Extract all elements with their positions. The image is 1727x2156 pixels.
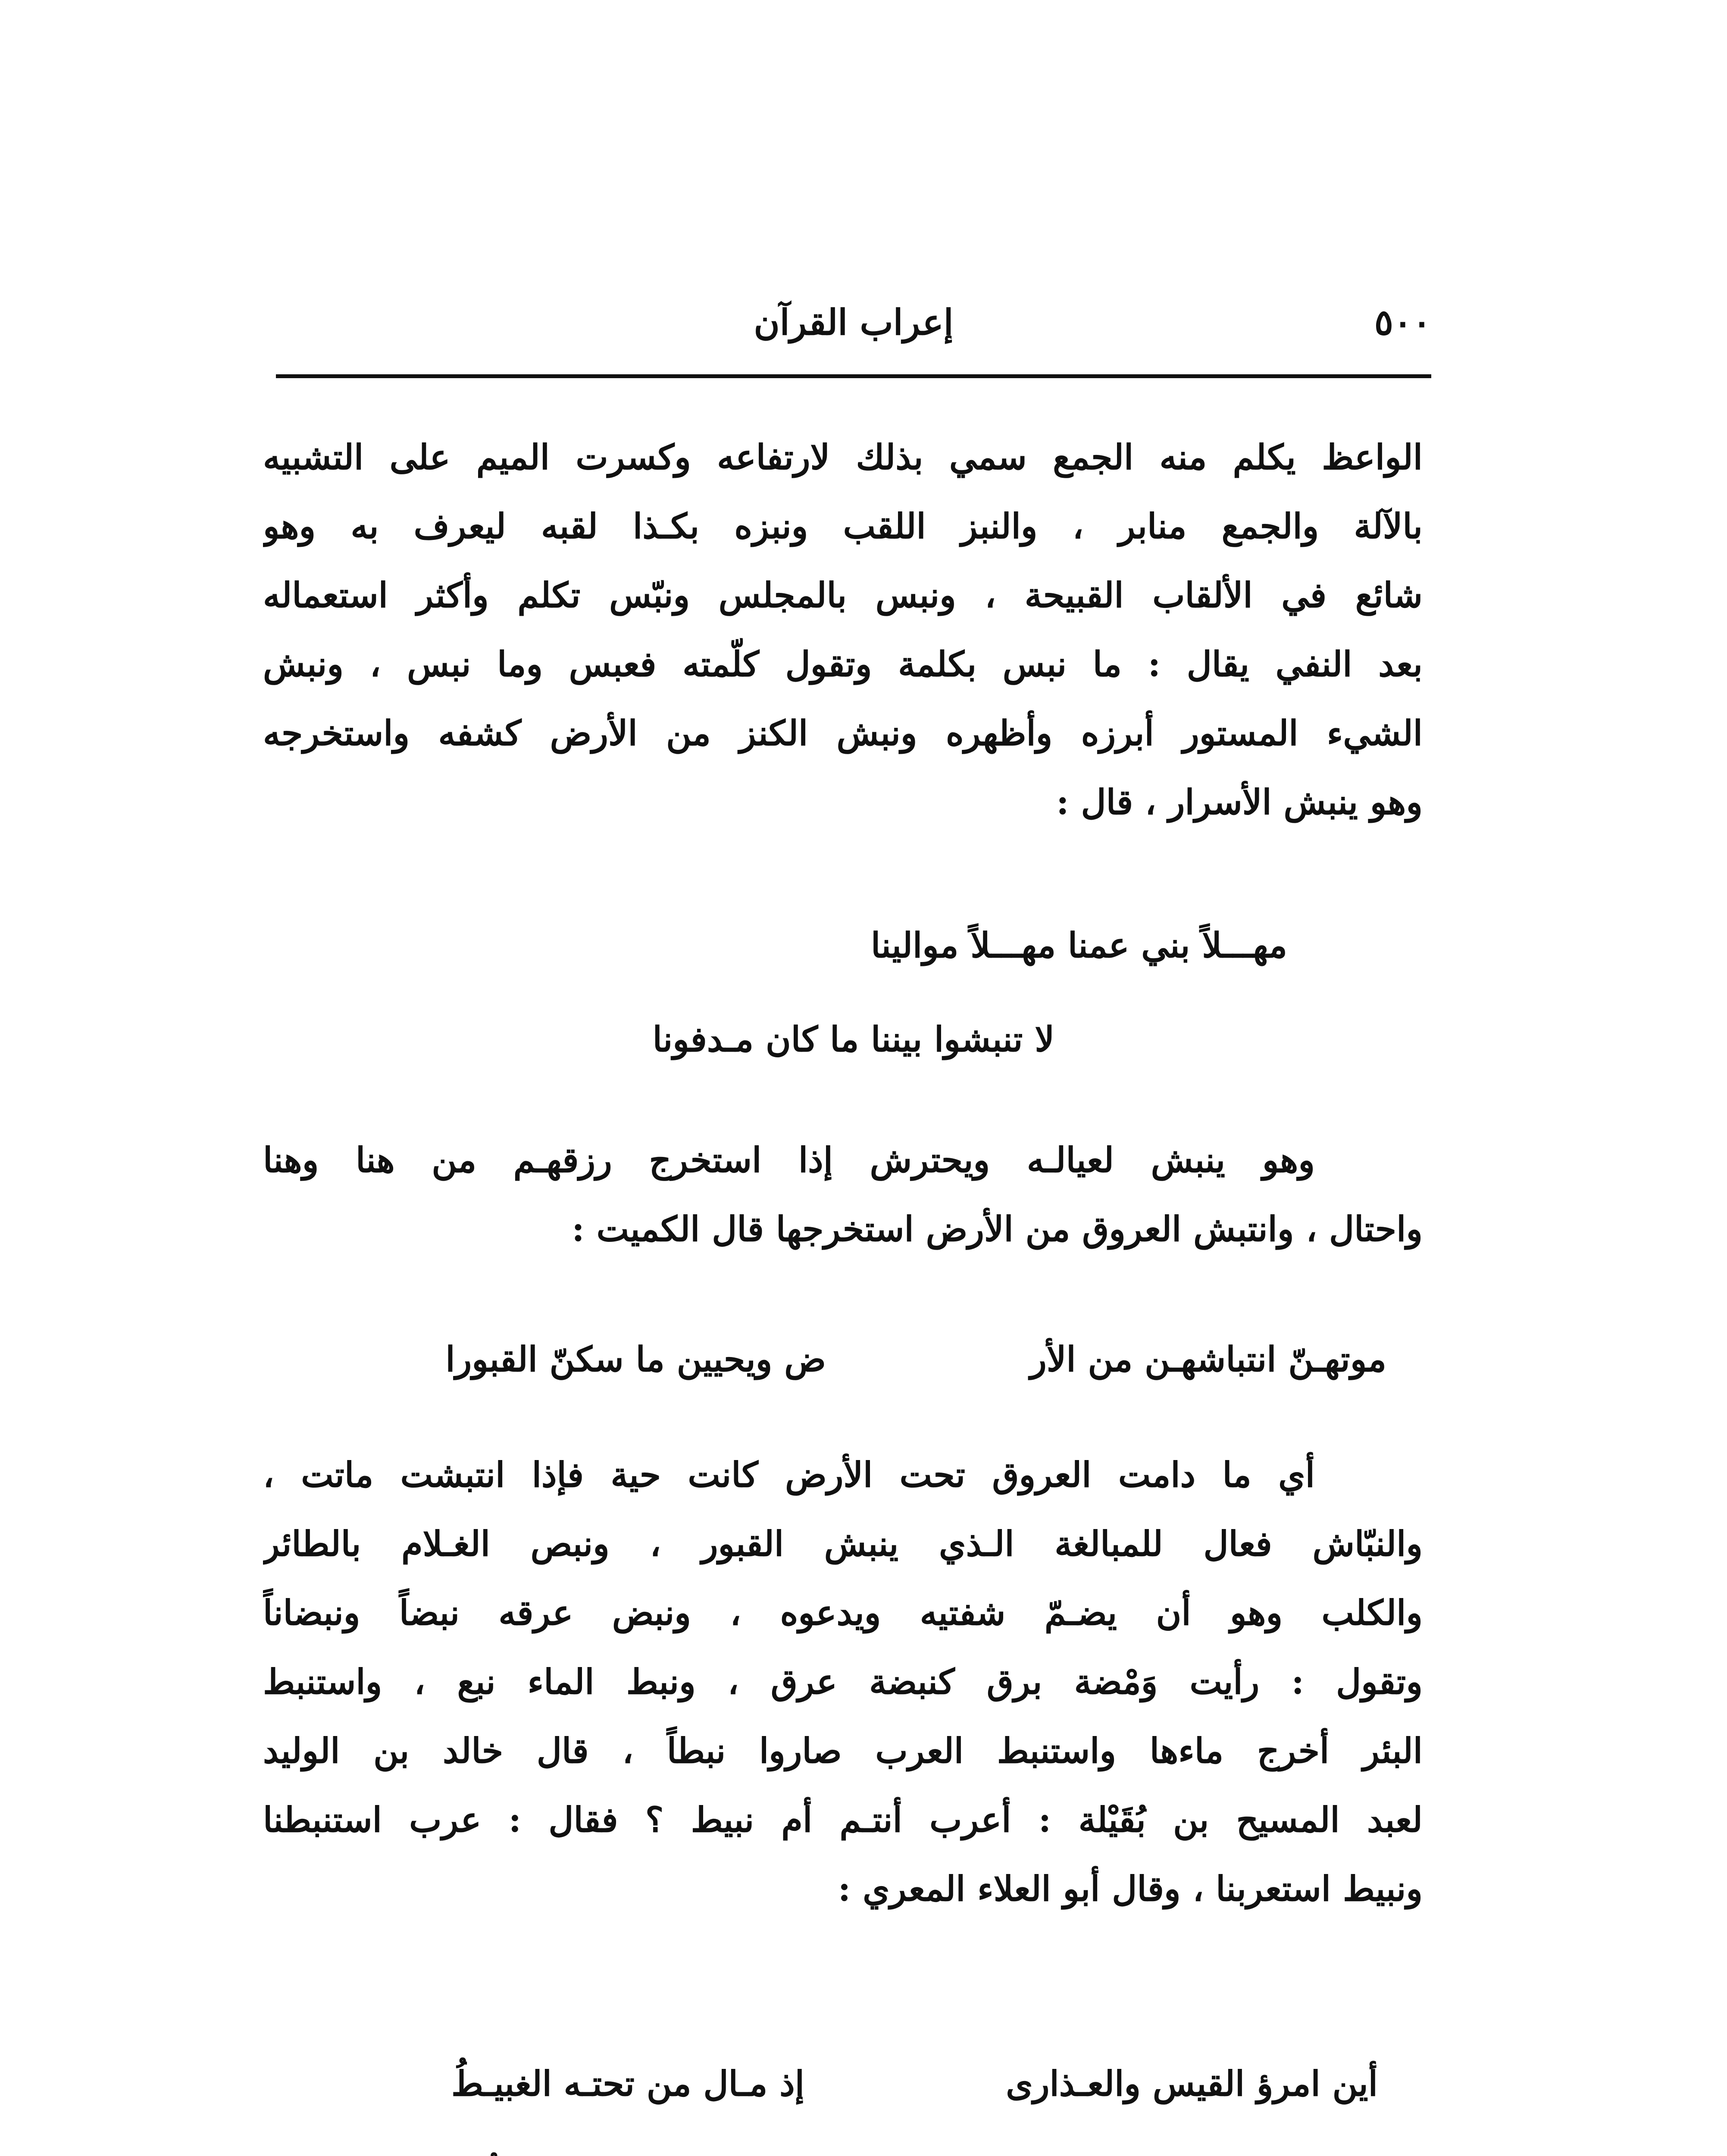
verse-3-line-2 — [0, 2144, 1727, 2156]
verse-3-line-1 — [0, 2049, 1727, 2118]
verse-3-line-2-first-hemistich — [1001, 2144, 1408, 2156]
text-line: شائع في الألقاب القبيحة ، ونبس بالمجلس ونبّس تكلم وأكثر استعماله — [263, 575, 1423, 615]
verse-3-line-1-first-hemistich: أين امرؤ القيس والعـذارى — [1006, 2063, 1378, 2104]
paragraph-1 — [263, 423, 1423, 837]
text-line: وهو ينبش الأسرار ، قال : — [1056, 782, 1423, 822]
verse-3-line-1-second-hemistich: إذ مـال من تحتـه الغبيـطُ — [451, 2063, 804, 2104]
verse-1-line-1: مهـــلاً بني عمنا مهـــلاً موالينا — [871, 925, 1287, 965]
header-rule — [276, 374, 1431, 378]
verse-2-first-hemistich: موتهـنّ انتباشهـن من الأر — [1030, 1339, 1386, 1379]
verse-2 — [0, 1325, 1727, 1394]
running-title: إعراب القرآن — [754, 302, 954, 343]
text-line: البئر أخرج ماءها واستنبط العرب صاروا نبطاً ، قال خالد بن الوليد — [263, 1730, 1423, 1771]
page-number: ٥٠٠ — [1374, 302, 1431, 343]
text-line: واحتال ، وانتبش العروق من الأرض استخرجها قال الكميت : — [572, 1209, 1423, 1249]
verse-2-second-hemistich: ض ويحيين ما سكنّ القبورا — [445, 1339, 826, 1379]
page-header — [276, 302, 1431, 367]
text-line: ونبيط استعربنا ، وقال أبو العلاء المعري : — [838, 1868, 1423, 1909]
text-line: بالآلة والجمع منابر ، والنبز اللقب ونبزه بكـذا لقبه ليعرف به وهو — [263, 506, 1423, 546]
text-line: أي ما دامت العروق تحت الأرض كانت حية فإذا انتبشت ماتت ، — [263, 1454, 1315, 1495]
verse-3-line-2-second-hemistich — [483, 2144, 817, 2156]
text-line: الواعظ يكلم منه الجمع سمي بذلك لارتفاعه وكسرت الميم على التشبيه — [263, 437, 1423, 477]
text-line: وهو ينبش لعيالـه ويحترش إذا استخرج رزقهـم من هنا وهنا — [263, 1140, 1315, 1180]
text-line: والنبّاش فعال للمبالغة الـذي ينبش القبور ، ونبص الغـلام بالطائر — [263, 1523, 1423, 1564]
text-line: والكلب وهو أن يضـمّ شفتيه ويدعوه ، ونبض عرقه نبضاً ونبضاناً — [263, 1592, 1423, 1633]
text-line: بعد النفي يقال : ما نبس بكلمة وتقول كلّمته فعبس وما نبس ، ونبش — [263, 644, 1423, 684]
verse-1-line-2: لا تنبشوا بيننا ما كان مـدفونا — [652, 1019, 1054, 1059]
text-line: الشيء المستور أبرزه وأظهره ونبش الكنز من الأرض كشفه واستخرجه — [263, 713, 1423, 753]
text-line: وتقول : رأيت وَمْضة برق كنبضة عرق ، ونبط الماء نبع ، واستنبط — [263, 1661, 1423, 1702]
text-line: لعبد المسيح بن بُقَيْلة : أعرب أنتـم أم نبيط ؟ فقال : عرب استنبطنا — [263, 1799, 1423, 1840]
paragraph-2 — [263, 1125, 1423, 1263]
paragraph-3 — [263, 1440, 1423, 1923]
